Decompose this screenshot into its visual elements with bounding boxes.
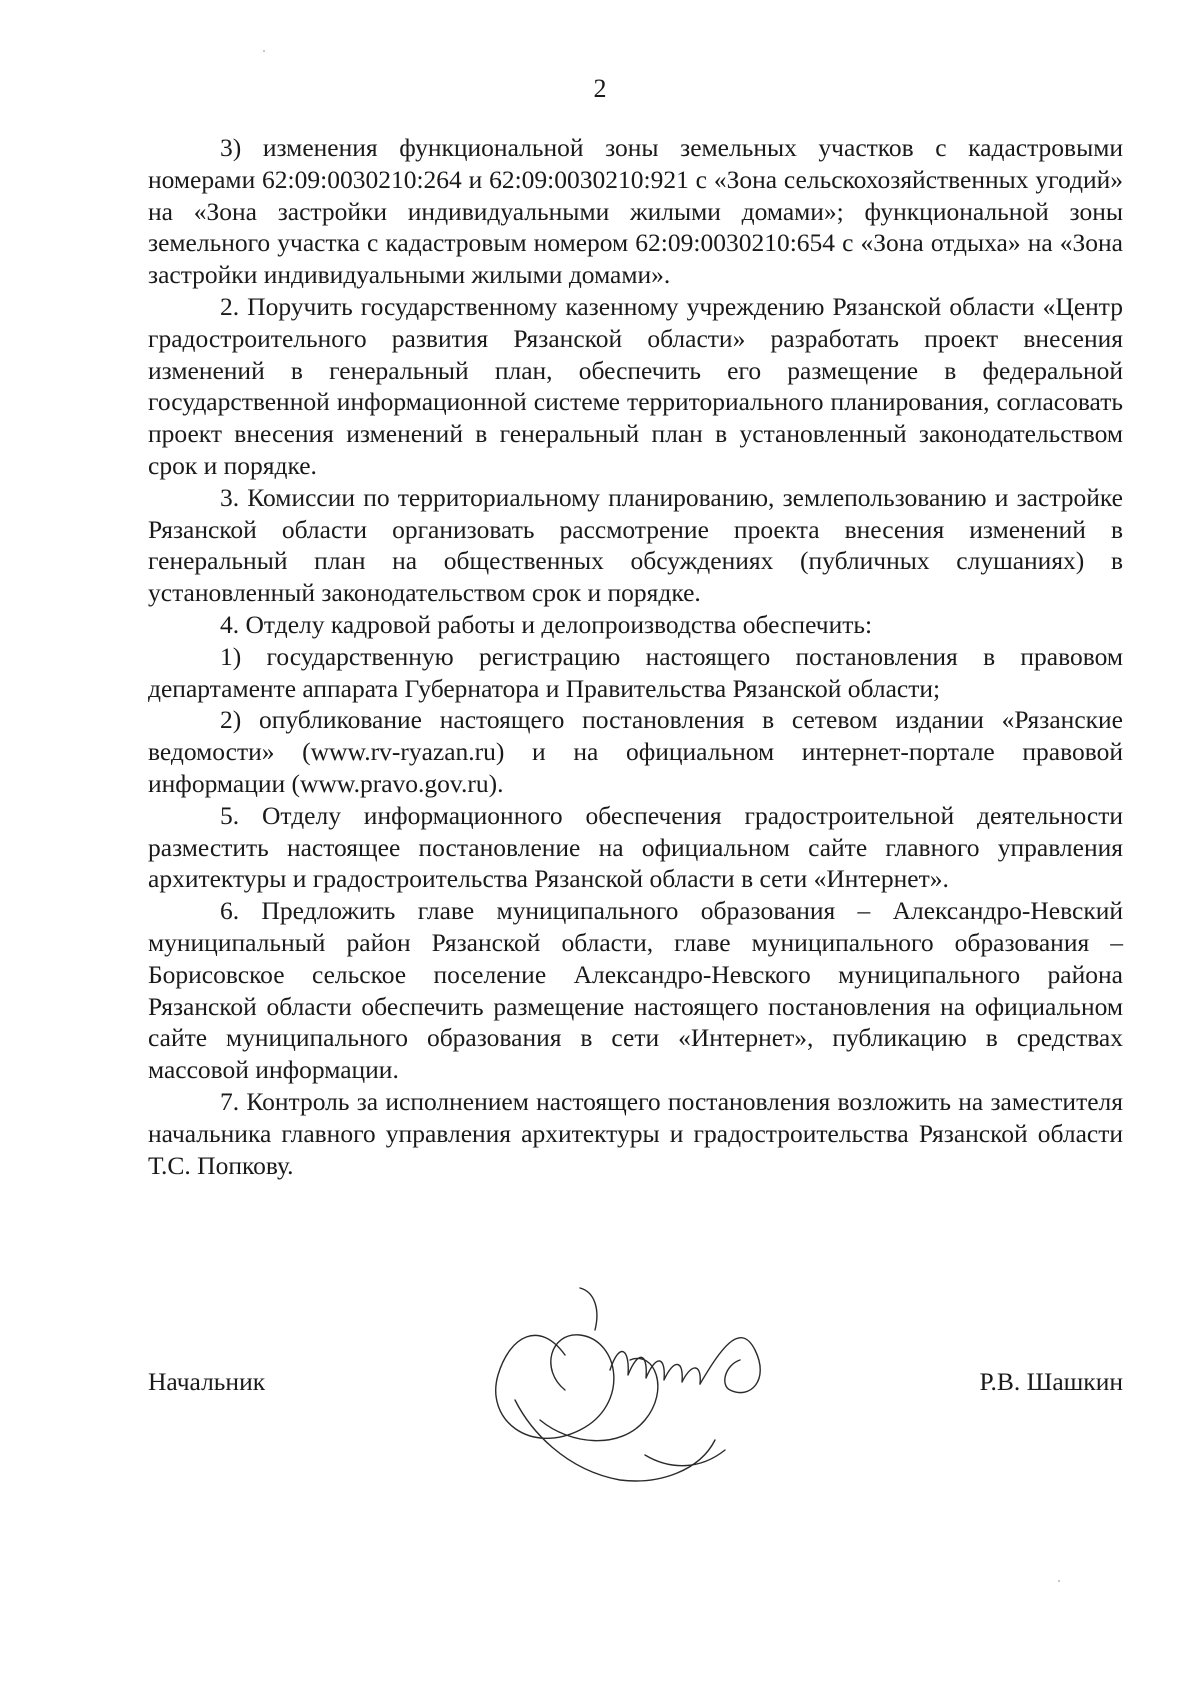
signatory-name: Р.В. Шашкин [979,1367,1123,1396]
paragraph-1-item-3: 3) изменения функциональной зоны земельных участков с кадастровыми номерами 62:09:0030210:264 и 62:09:0030210:921 с «Зона сельскохозяйственных угодий» на «Зона застройки индивидуальными жилыми домами»; функциональной зоны земельного участка с кадастровым номером 62:09:0030210:654 с «Зона отдыха» на «Зона застройки индивидуальными жилыми домами». [148,133,1123,290]
document-body [148,132,1123,1181]
paragraph-7: 7. Контроль за исполнением настоящего постановления возложить на заместителя начальника главного управления архитектуры и градостроительства Рязанской области Т.С. Попкову. [148,1086,1123,1180]
paragraph-4-item-1: 1) государственную регистрацию настоящего постановления в правовом департаменте аппарата Губернатора и Правительства Рязанской области; [148,641,1123,703]
paragraph-6: 6. Предложить главе муниципального образования – Александро-Невский муниципальный район Рязанской области, главе муниципального образования – Борисовское сельское поселение Александро-Невского муниципального района Рязанской области обеспечить размещение настоящего постановления на официальном сайте муниципального образования в сети «Интернет», публикацию в средствах массовой информации. [148,896,1123,1085]
paragraph-3: 3. Комиссии по территориальному планированию, землепользованию и застройке Рязанской области организовать рассмотрение проекта внесения изменений в генеральный план на общественных обсуждениях (публичных слушаниях) в установленный законодательством срок и порядке. [148,482,1123,608]
paragraph-4-item-2: 2) опубликование настоящего постановления в сетевом издании «Рязанские ведомости» (www.rv-ryazan.ru) и на официальном интернет-портале правовой информации (www.pravo.gov.ru). [148,705,1123,798]
scan-speck [1058,1580,1060,1582]
page-number: 2 [593,74,607,103]
signatory-title: Начальник [148,1367,266,1396]
paragraph-5: 5. Отделу информационного обеспечения градостроительной деятельности разместить настоящее постановление на официальном сайте главного управления архитектуры и градостроительства Рязанской области в сети «Интернет». [148,800,1123,894]
handwritten-signature-icon [470,1280,800,1490]
scan-speck [263,50,265,52]
paragraph-4: 4. Отделу кадровой работы и делопроизводства обеспечить: [220,609,873,639]
paragraph-2: 2. Поручить государственному казенному учреждению Рязанской области «Центр градостроительного развития Рязанской области» разработать проект внесения изменений в генеральный план, обеспечить его размещение в федеральной государственной информационной системе территориального планирования, согласовать проект внесения изменений в генеральный план в установленный законодательством срок и порядке. [148,291,1123,480]
